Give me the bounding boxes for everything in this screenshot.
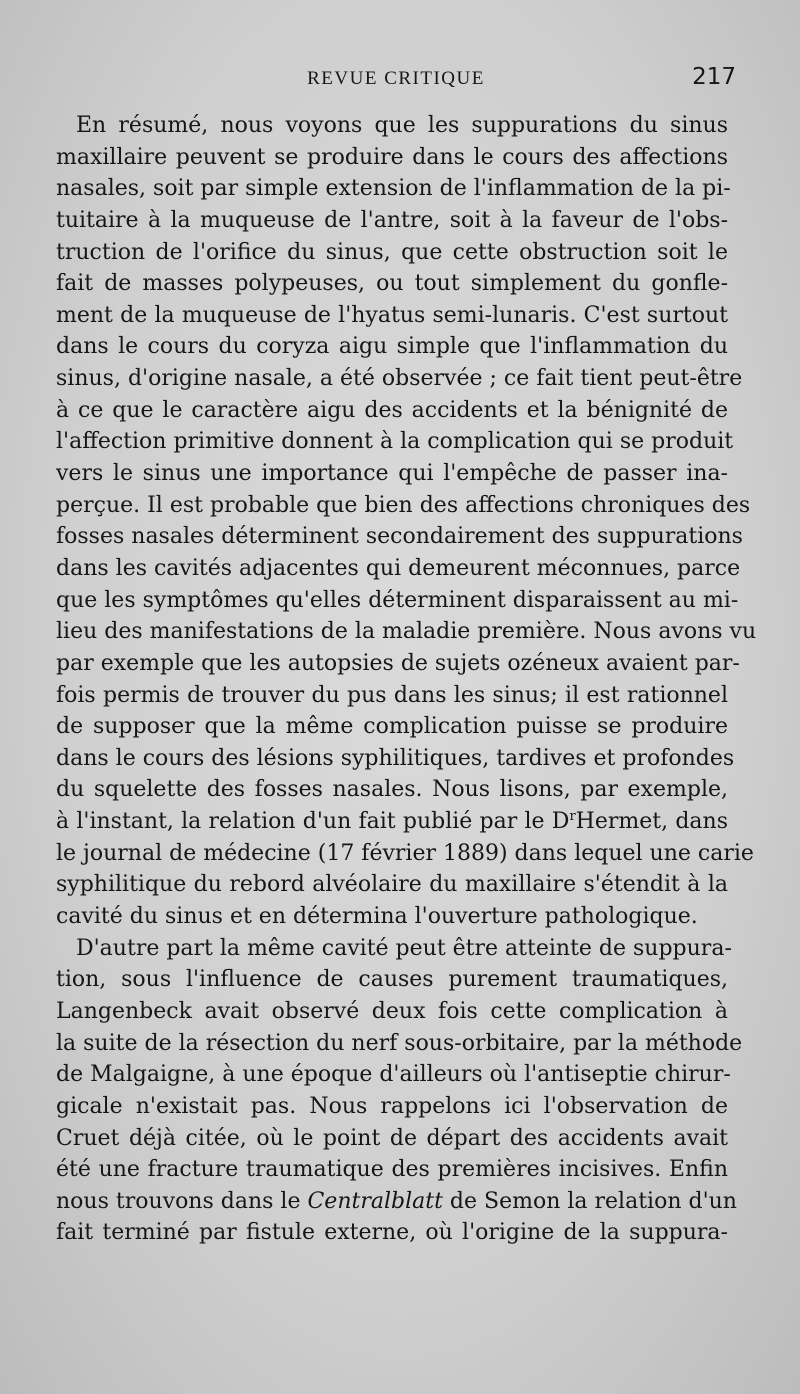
- text-line: fosses nasales déterminent secondairement des suppurations: [56, 524, 743, 550]
- text-line: gicale n'existait pas. Nous rappelons ici l'observation de: [56, 1093, 728, 1119]
- text-line: truction de l'orifice du sinus, que cette obstruction soit le: [56, 239, 728, 265]
- text-line: du squelette des fosses nasales. Nous lisons, par exemple,: [56, 777, 728, 803]
- text-segment: de Semon la relation d'un: [442, 1188, 737, 1214]
- text-line: fait de masses polypeuses, ou tout simplement du gonfle-: [56, 271, 728, 297]
- text-line: En résumé, nous voyons que les suppurations du sinus: [76, 113, 728, 138]
- running-header: [56, 62, 736, 98]
- journal-title: Centralblatt: [307, 1188, 443, 1214]
- text-segment: à l'instant, la relation d'un fait publié par le D: [56, 809, 570, 835]
- text-line-centralblatt: [56, 1186, 737, 1218]
- body-text: [56, 110, 757, 1249]
- text-line-with-superscript: [56, 806, 728, 838]
- text-line: fait terminé par fistule externe, où l'origine de la suppura-: [56, 1220, 728, 1246]
- text-segment: nous trouvons dans le: [56, 1188, 308, 1214]
- text-line: vers le sinus une importance qui l'empêche de passer ina-: [56, 461, 728, 487]
- page-number: 217: [692, 64, 736, 90]
- text-line: ment de la muqueuse de l'hyatus semi-lunaris. C'est surtout: [56, 302, 728, 328]
- text-line: Cruet déjà citée, où le point de départ des accidents avait: [56, 1125, 728, 1151]
- text-line: syphilitique du rebord alvéolaire du maxillaire s'étendit à la: [56, 872, 728, 898]
- text-line: à ce que le caractère aigu des accidents et la bénignité de: [56, 397, 728, 423]
- text-line: de Malgaigne, à une époque d'ailleurs où l'antiseptie chirur-: [56, 1062, 731, 1088]
- text-line: perçue. Il est probable que bien des affections chroniques des: [56, 492, 751, 518]
- text-line: l'affection primitive donnent à la complication qui se produit: [56, 429, 734, 455]
- text-segment: Hermet, dans: [575, 809, 728, 835]
- text-line: le journal de médecine (17 février 1889) dans lequel une carie: [56, 840, 754, 866]
- text-line: cavité du sinus et en détermina l'ouverture pathologique.: [56, 904, 698, 930]
- text-line: dans le cours des lésions syphilitiques, tardives et profondes: [56, 745, 735, 771]
- running-title: REVUE CRITIQUE: [307, 68, 485, 89]
- text-line: que les symptômes qu'elles déterminent disparaissent au mi-: [56, 587, 739, 613]
- text-line: sinus, d'origine nasale, a été observée ; ce fait tient peut-être: [56, 366, 743, 392]
- text-line: de supposer que la même complication puisse se produire: [56, 714, 728, 740]
- text-line: été une fracture traumatique des premières incisives. Enfin: [56, 1157, 728, 1183]
- text-line: lieu des manifestations de la maladie première. Nous avons vu: [56, 619, 757, 645]
- text-line: dans les cavités adjacentes qui demeurent méconnues, parce: [56, 555, 741, 581]
- text-line: maxillaire peuvent se produire dans le cours des affections: [56, 144, 728, 170]
- superscript: r: [569, 809, 576, 825]
- text-line: D'autre part la même cavité peut être atteinte de suppura-: [76, 935, 732, 961]
- text-line: tion, sous l'influence de causes purement traumatiques,: [56, 967, 728, 993]
- text-line: la suite de la résection du nerf sous-orbitaire, par la méthode: [56, 1030, 743, 1056]
- text-line: Langenbeck avait observé deux fois cette complication à: [56, 998, 728, 1024]
- text-line: dans le cours du coryza aigu simple que l'inflammation du: [56, 334, 728, 360]
- text-line: nasales, soit par simple extension de l'inflammation de la pi-: [56, 176, 731, 202]
- text-line: par exemple que les autopsies de sujets ozéneux avaient par-: [56, 650, 740, 676]
- text-line: fois permis de trouver du pus dans les sinus; il est rationnel: [56, 682, 728, 708]
- text-line: tuitaire à la muqueuse de l'antre, soit à la faveur de l'obs-: [56, 207, 728, 233]
